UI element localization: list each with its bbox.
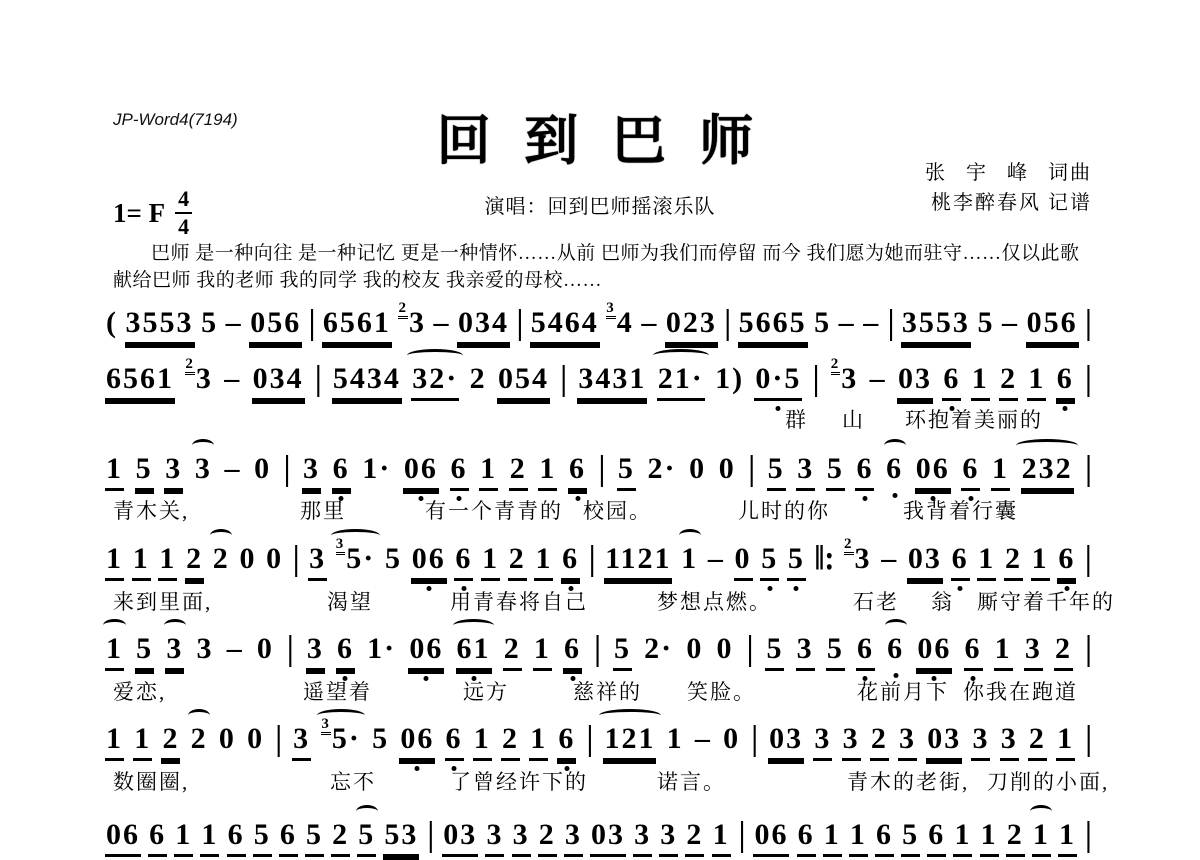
note-token: 056 [249, 306, 302, 345]
barline: | [812, 359, 820, 398]
note-token: 03 [768, 722, 804, 761]
barline: | [748, 449, 755, 488]
barline: | [724, 303, 732, 342]
lyric-segment: 环抱着美丽的 [905, 408, 1043, 432]
notation-line [105, 536, 1093, 581]
note-token: 2 [1006, 818, 1025, 857]
note-token: 1 [1058, 818, 1077, 857]
note-token: 5 [765, 632, 784, 671]
note-token: 6 [557, 722, 576, 761]
note-token: 5 [767, 452, 786, 491]
note-token: 6 [855, 452, 874, 491]
note-token: 1 [991, 452, 1010, 491]
lyrics-line [105, 404, 1093, 430]
note-token: 03 [590, 818, 626, 857]
note-token: 1 [1056, 722, 1075, 761]
barline: | [588, 539, 596, 578]
lyric-segment: 有一个青青的 [425, 499, 563, 523]
note-token: 6 [227, 818, 246, 857]
lyric-segment: 群 [785, 408, 808, 432]
note-token: 1 [481, 542, 500, 581]
note-token: 5 [814, 306, 832, 339]
note-token: 034 [252, 362, 305, 401]
lyric-segment: 山 [842, 408, 865, 432]
note-token: 1 [980, 818, 999, 857]
note-token: 2 [331, 818, 350, 857]
note-token: 1121 [604, 542, 672, 581]
tie-arc [1016, 439, 1077, 452]
note-token: 3 [302, 452, 321, 491]
lyric-segment: 儿时的你 [738, 499, 830, 523]
note-token: 1 [1027, 362, 1046, 401]
note-token: 3 [308, 542, 327, 581]
tie-arc [653, 349, 709, 362]
note-token: 3 [842, 722, 861, 761]
note-token: 054 [497, 362, 550, 401]
note-token: 0 [689, 452, 707, 485]
note-token: 1 [977, 542, 996, 581]
note-token: 6561 [322, 306, 392, 345]
note-token: 6 [332, 452, 351, 491]
note-token: 2 [685, 818, 704, 857]
note-token: 1 [105, 632, 124, 671]
note-token: 5 [760, 542, 779, 581]
lyric-segment: 那里 [300, 499, 346, 523]
note-token: 0·5 [754, 362, 802, 401]
barline: | [275, 719, 282, 758]
note-token: 1 [971, 362, 990, 401]
note-token: 1 [712, 818, 731, 857]
note-token: 121 [603, 722, 656, 761]
note-token: 1 [680, 542, 699, 575]
note-token: 03 [926, 722, 962, 761]
note-token: 6 [568, 452, 587, 491]
note-token: 3 [196, 632, 214, 665]
note-token: 53 [383, 818, 419, 857]
note-token: 3431 [577, 362, 647, 401]
note-token: 3 [292, 722, 311, 761]
note-token: 1 [849, 818, 868, 857]
note-token: 1 [133, 722, 152, 761]
barline: | [1085, 539, 1092, 578]
note-token: 6 [885, 452, 904, 485]
note-token: 2 [1054, 632, 1073, 671]
note-token: 5 [826, 452, 845, 491]
note-token: – [694, 722, 712, 755]
lyric-segment: 来到里面, [113, 590, 213, 614]
lyrics-line [105, 586, 1115, 614]
note-token: – [707, 542, 725, 575]
lyric-segment: 你我在跑道 [963, 680, 1078, 704]
note-token: $^2$3 [844, 536, 872, 575]
note-token: $^3$4 [606, 300, 634, 339]
note-token: 06 [403, 452, 439, 491]
intro-line-2: 献给巴师 我的老师 我的同学 我的校友 我亲爱的母校…… [113, 270, 603, 291]
note-token: 2 [870, 722, 889, 761]
note-token: 056 [1026, 306, 1079, 345]
note-token: 2 [190, 722, 209, 755]
barline: | [292, 539, 300, 578]
lyric-segment: 诺言。 [657, 770, 726, 794]
note-token: 06 [753, 818, 789, 857]
note-token: 6 [336, 632, 355, 671]
notation-line [105, 449, 1093, 491]
barline: | [516, 303, 524, 342]
note-token: 6561 [105, 362, 175, 401]
performer-line: 演唱：回到巴师摇滚乐队 [484, 196, 716, 218]
barline: | [598, 449, 606, 488]
note-token: 3 [659, 818, 678, 857]
meter-bottom: 4 [178, 214, 190, 239]
note-token: 1 [158, 542, 177, 581]
note-token: 1 [538, 452, 557, 491]
note-token: 6 [148, 818, 167, 857]
note-token: 5464 [530, 306, 600, 345]
note-token: 0 [247, 722, 265, 755]
note-token: 6 [875, 818, 894, 857]
note-token: 03 [897, 362, 933, 401]
note-token: 3 [306, 632, 325, 671]
notation-line [105, 356, 1093, 401]
note-token: 2 [503, 632, 522, 671]
note-token: 1 [953, 818, 972, 857]
note-token: 5 [826, 632, 845, 671]
lyric-segment: 厮守着千年的 [977, 590, 1115, 614]
lyric-segment: 石老 [853, 590, 899, 614]
note-token: ( [106, 306, 118, 339]
note-token: 1· [367, 632, 397, 665]
lyric-segment: 我背着行囊 [903, 499, 1018, 523]
note-token: – [224, 452, 242, 485]
note-token: 6 [279, 818, 298, 857]
note-token: 5 [135, 452, 154, 491]
tie-arc [164, 619, 186, 632]
lyrics-line [105, 495, 1093, 521]
note-token: – [226, 632, 244, 665]
barline: | [283, 449, 291, 488]
note-token: 06 [399, 722, 435, 761]
notation-line [105, 815, 1093, 857]
note-token: 3 [564, 818, 583, 857]
note-token: 6 [450, 452, 469, 491]
credit-transcriber: 桃李醉春风 记谱 [931, 192, 1092, 214]
note-token: 6 [563, 632, 582, 671]
barline: | [1085, 449, 1092, 488]
lyric-segment: 花前月下 [857, 680, 949, 704]
note-token: 6 [886, 632, 905, 665]
note-token: 6 [964, 632, 983, 671]
tie-arc [331, 529, 379, 542]
note-token: 6 [454, 542, 473, 581]
lyric-segment: 了曾经许下的 [450, 770, 588, 794]
lyric-segment: 笑脸。 [687, 680, 756, 704]
barline: | [1085, 359, 1092, 398]
note-token: 5 [901, 818, 920, 857]
tie-arc [599, 709, 660, 722]
note-token: 6 [1057, 542, 1076, 581]
note-token: 1 [174, 818, 193, 857]
note-token: 5 [201, 306, 219, 339]
tie-arc [192, 439, 214, 452]
note-token: $^2$3 [185, 356, 213, 395]
note-token: $^2$3 [398, 300, 426, 339]
note-token: 3 [796, 452, 815, 491]
note-token: 3 [512, 818, 531, 857]
tie-arc [884, 439, 906, 452]
note-token: 2 [508, 542, 527, 581]
note-token: 3 [194, 452, 213, 485]
note-token: $^3$5· [335, 542, 377, 575]
lyric-segment: 校园。 [583, 499, 652, 523]
note-token: 3553 [901, 306, 971, 345]
notation-line [105, 629, 1093, 671]
note-token: 5 [253, 818, 272, 857]
note-token: 2 [538, 818, 557, 857]
note-token: 06 [916, 632, 952, 671]
lyric-segment: 爱恋, [113, 680, 167, 704]
note-token: 2 [185, 542, 204, 581]
barline: | [308, 303, 316, 342]
tie-arc [453, 619, 495, 632]
note-token: 3 [1024, 632, 1043, 671]
note-token: 06 [105, 818, 141, 857]
note-token: 023 [665, 306, 718, 345]
lyrics-line [105, 766, 1110, 794]
note-token: 2 [1004, 542, 1023, 581]
note-token: 5665 [738, 306, 808, 345]
note-token: 0 [256, 632, 274, 665]
barline: | [1085, 303, 1092, 342]
note-token: 3 [633, 818, 652, 857]
lyric-segment: 忘不 [330, 770, 376, 794]
note-token: 5 [305, 818, 324, 857]
note-token: 3 [164, 452, 183, 491]
lyric-segment: 用青春将自己 [450, 590, 588, 614]
tie-arc [356, 805, 378, 818]
note-token: 1 [994, 632, 1013, 671]
watermark-text: JP-Word4(7194) [113, 110, 238, 129]
note-token: 5 [385, 542, 402, 575]
tie-arc [1030, 805, 1052, 818]
note-token: 3 [796, 632, 815, 671]
lyrics-line [105, 676, 1093, 702]
note-token: 06 [411, 542, 447, 581]
tie-arc [317, 709, 365, 722]
note-token: 1 [105, 542, 124, 581]
note-token: 1 [200, 818, 219, 857]
meter-top: 4 [175, 188, 192, 214]
tie-arc [885, 619, 907, 632]
note-token: 6 [797, 818, 816, 857]
note-token: 0 [723, 722, 741, 755]
note-token: 2 [469, 362, 487, 395]
note-token: $^3$5· [320, 722, 362, 755]
note-token: 03 [442, 818, 478, 857]
note-token: 5 [613, 632, 632, 671]
note-token: 0 [239, 542, 257, 575]
lyric-segment: 远方 [463, 680, 509, 704]
lyric-segment: 渴望 [327, 590, 373, 614]
note-token: 5 [787, 542, 806, 581]
note-token: 1 [473, 722, 492, 761]
note-token: 2 [999, 362, 1018, 401]
note-token: 5 [372, 722, 390, 755]
note-token: 3 [485, 818, 504, 857]
note-token: 0 [686, 632, 704, 665]
lyric-segment: 翁 [931, 590, 954, 614]
barline: | [738, 815, 746, 854]
note-token: 1 [105, 452, 124, 491]
note-token: 034 [457, 306, 510, 345]
notation-line [105, 300, 1093, 345]
note-token: 5 [617, 452, 636, 491]
tie-arc [679, 529, 701, 542]
note-token: 5 [977, 306, 995, 339]
note-token: – [641, 306, 659, 339]
note-token: 1 [1032, 818, 1051, 857]
note-token: 5 [357, 818, 376, 857]
note-token: 06 [408, 632, 444, 671]
barline: | [1085, 629, 1092, 668]
note-token: 3 [813, 722, 832, 761]
note-token: 2 [509, 452, 528, 491]
barline: | [751, 719, 758, 758]
note-token: 6 [856, 632, 875, 671]
note-token: 2· [644, 632, 674, 665]
barline: | [560, 359, 567, 398]
barline: | [746, 629, 754, 668]
barline: | [594, 629, 601, 668]
note-token: 6 [1056, 362, 1075, 401]
note-token: 03 [907, 542, 943, 581]
note-token: 3 [971, 722, 990, 761]
note-token: 1 [534, 542, 553, 581]
note-token: 1) [715, 362, 745, 395]
note-token: $^2$3 [830, 356, 859, 395]
note-token: 3553 [125, 306, 195, 345]
note-token: 2 [1028, 722, 1047, 761]
note-token: 232 [1021, 452, 1074, 491]
note-token: 1 [132, 542, 151, 581]
note-token: 0 [718, 452, 736, 485]
note-token: 21· [657, 362, 705, 401]
tie-arc [210, 529, 232, 542]
note-token: 0 [734, 542, 753, 581]
lyric-segment: 遥望着 [303, 680, 372, 704]
note-token: – [1002, 306, 1020, 339]
note-token: 1 [533, 632, 552, 671]
note-token: 6 [561, 542, 580, 581]
tie-arc [103, 619, 125, 632]
note-token: 61 [456, 632, 492, 671]
note-token: 5 [135, 632, 154, 671]
page-title: 回 到 巴 师 [436, 111, 764, 171]
lyric-segment: 梦想点燃。 [657, 590, 772, 614]
note-token: 6 [942, 362, 961, 401]
barline: | [427, 815, 435, 854]
note-token: 3 [898, 722, 917, 761]
note-token: 0 [266, 542, 284, 575]
lyric-segment: 刀削的小面, [987, 770, 1110, 794]
note-token: 2· [647, 452, 677, 485]
note-token: 0 [716, 632, 734, 665]
lyric-segment: 慈祥的 [573, 680, 642, 704]
note-token: 6 [951, 542, 970, 581]
note-token: 1 [666, 722, 684, 755]
note-token: 1 [529, 722, 548, 761]
note-token: 0 [218, 722, 236, 755]
note-token: – [225, 306, 243, 339]
note-token: 1· [362, 452, 392, 485]
note-token: 1 [479, 452, 498, 491]
note-token: 2 [501, 722, 520, 761]
barline: | [287, 629, 294, 668]
credit-lyricist: 张 宇 峰 词曲 [925, 162, 1092, 184]
note-token: – [224, 362, 242, 395]
barline: | [586, 719, 594, 758]
note-token: 6 [445, 722, 464, 761]
note-token: 1 [1031, 542, 1050, 581]
note-token: 3 [1000, 722, 1019, 761]
lyric-segment: 青木的老街, [847, 770, 970, 794]
tie-arc [407, 349, 463, 362]
barline: | [1085, 719, 1092, 758]
note-token: – [881, 542, 899, 575]
note-token: – [863, 306, 881, 339]
note-token: ‖: [814, 539, 835, 578]
note-token: 2 [161, 722, 180, 761]
note-token: 3 [165, 632, 184, 671]
note-token: 1 [105, 722, 124, 761]
intro-line-1: 巴师 是一种向往 是一种记忆 更是一种情怀……从前 巴师为我们而停留 而今 我们愿为她而驻守……仅以此歌 [151, 243, 1080, 264]
note-token: 1 [823, 818, 842, 857]
note-token: – [433, 306, 451, 339]
lyric-segment: 青木关, [113, 499, 190, 523]
note-token: 0 [254, 452, 272, 485]
note-token: 06 [915, 452, 951, 491]
note-token: 32· [411, 362, 459, 401]
note-token: 6 [927, 818, 946, 857]
note-token: 2 [212, 542, 231, 575]
barline: | [887, 303, 895, 342]
lyric-segment: 数圈圈, [113, 770, 190, 794]
tie-arc [188, 709, 210, 722]
barline: | [314, 359, 322, 398]
note-token: – [869, 362, 887, 395]
note-token: 6 [961, 452, 980, 491]
barline: | [1085, 815, 1092, 854]
note-token: 5434 [332, 362, 402, 401]
note-token: – [838, 306, 856, 339]
key-label: 1= F [113, 197, 166, 228]
notation-line [105, 716, 1093, 761]
